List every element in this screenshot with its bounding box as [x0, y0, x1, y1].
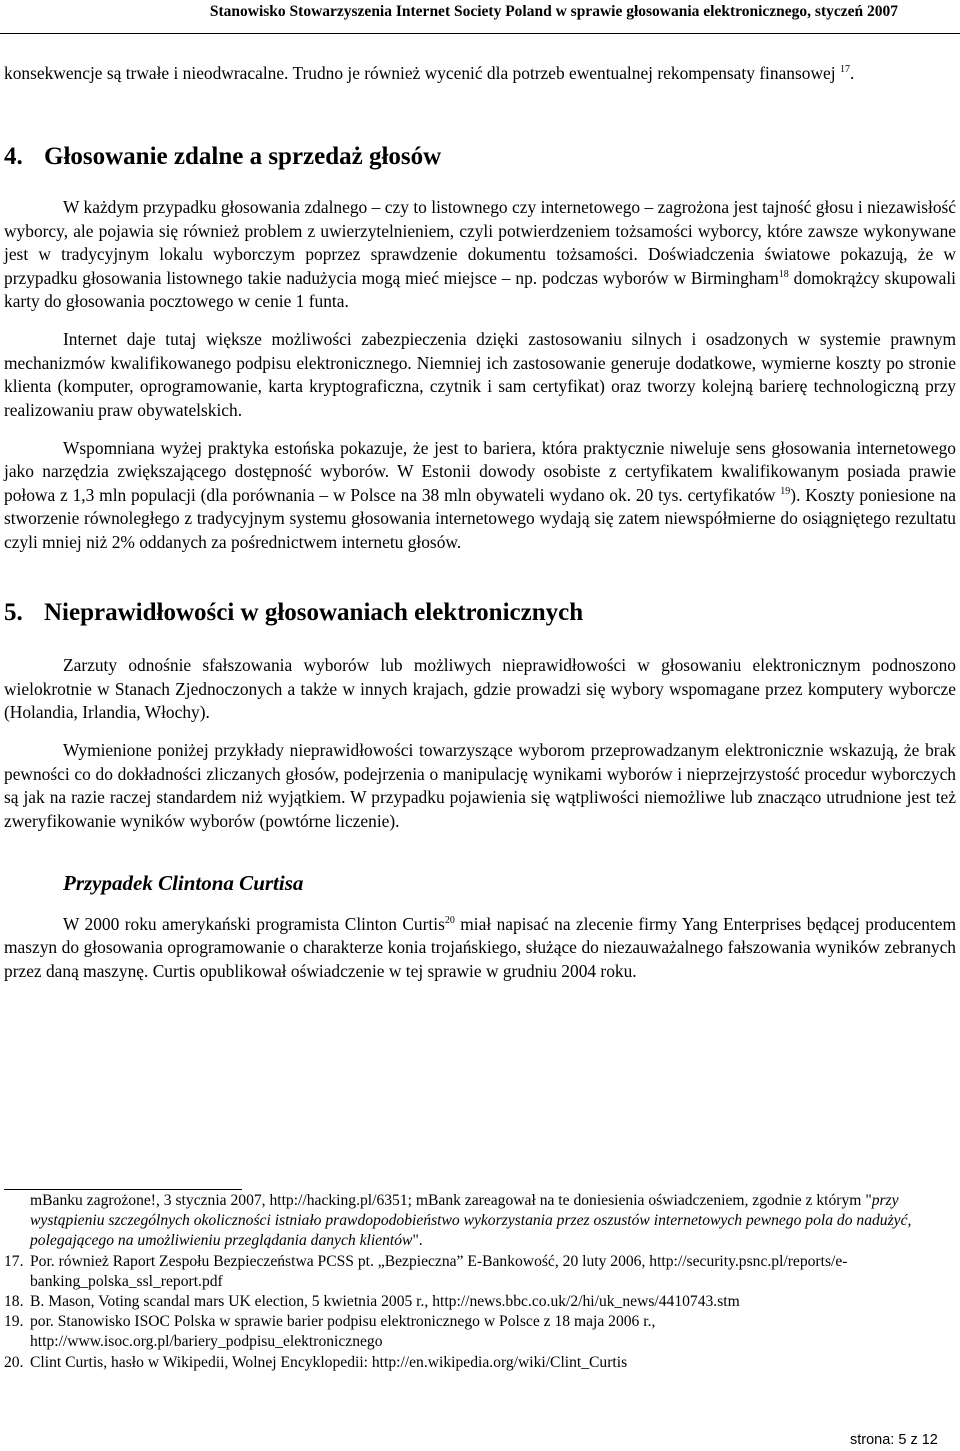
footnote-continuation: mBanku zagrożone!, 3 stycznia 2007, http://hacking.pl/6351; mBank zareagował na te doniesienia oświadczeniem, zgodnie z którym "przy wystąpieniu szczególnych okoliczności istniało prawdopodobieństwo wykorzystania przez oszustów internetowych pewnego pola do nadużyć, polegającego na umożliwieniu przeglądania danych klientów".	[30, 1192, 912, 1250]
page-header	[0, 0, 960, 34]
document-body	[4, 62, 956, 983]
section-5-paragraph-3: W 2000 roku amerykański programista Clinton Curtis$^{20}$ miał napisać na zlecenie firmy Yang Enterprises będącej producentem maszyn do głosowania oprogramowanie o charakterze konia trojańskiego, służące do niezauważalnego fałszowania wyników zebranych przez daną maszynę. Curtis opublikował oświadczenie w tej sprawie w grudniu 2004 roku.	[4, 913, 956, 981]
section-4-paragraph-1: W każdym przypadku głosowania zdalnego – czy to listownego czy internetowego – zagrożona jest tajność głosu i niezawisłość wyborcy, ale pojawia się również problem z uwierzytelnieniem, czyli potwierdzeniem tożsamości wyborcy, które zawsze wykonywane jest w tradycyjnym lokalu wyborczym poprzez sprawdzenie dokumentu tożsamości. Doświadczenia światowe pokazują, że w przypadku głosowania listownego takie nadużycia mogą mieć miejsce – np. podczas wyborów w Birmingham$^{18}$ domokrążcy skupowali karty do głosowania pocztowego w cenie 1 funta.	[4, 197, 956, 312]
footnote-ref[interactable]: 20	[444, 914, 455, 926]
document-title: Stanowisko Stowarzyszenia Internet Society Poland w sprawie głosowania elektronicznego, styczeń 2007	[209, 3, 898, 20]
footnote-ref[interactable]: 18	[778, 268, 789, 280]
footnote-18: 18. B. Mason, Voting scandal mars UK election, 5 kwietnia 2005 r., http://news.bbc.co.uk/2/hi/uk_news/4410743.stm	[4, 1293, 740, 1311]
section-5-paragraph-2: Wymienione poniżej przykłady nieprawidłowości towarzyszące wyborom przeprowadzanym elektronicznie wskazują, że brak pewności co do dokładności zliczanych głosów, podejrzenia o manipulację wynikami wyborów i nieprzejrzystość procedur wyborczych są jak na razie raczej standardem niż wyjątkiem. W przypadku pojawienia się wątpliwości niemożliwe lub znacząco utrudnione jest też zweryfikowanie wyników wyborów (powtórne liczenie).	[4, 740, 956, 831]
footnote-separator	[4, 1189, 242, 1190]
footnote-ref[interactable]: 17	[839, 64, 850, 75]
footnote-17: 17. Por. również Raport Zespołu Bezpieczeństwa PCSS pt. „Bezpieczna” E-Bankowość, 20 luty 2006, http://security.psnc.pl/reports/e-banking_polska_ssl_report.pdf	[4, 1252, 848, 1290]
page-number: strona: 5 z 12	[850, 1432, 938, 1448]
subsection-heading: Przypadek Clintona Curtisa	[63, 870, 304, 895]
header-rule	[0, 33, 960, 34]
footnote-20: 20. Clint Curtis, hasło w Wikipedii, Wolnej Encyklopedii: http://en.wikipedia.org/wiki/Clint_Curtis	[4, 1353, 628, 1371]
section-title: Nieprawidłowości w głosowaniach elektronicznych	[44, 599, 584, 627]
section-number: 4.	[4, 143, 23, 171]
section-4-paragraph-2: Internet daje tutaj większe możliwości zabezpieczenia dzięki zastosowaniu silnych i osadzonych w systemie prawnym mechanizmów kwalifikowanego podpisu elektronicznego. Niemniej ich zastosowanie generuje dodatkowe, wymierne koszty po stronie klienta (komputer, oprogramowanie, karta kryptograficzna, czytnik i sam certyfikat) oraz tworzy kolejną barierę technologiczną przy realizowaniu praw obywatelskich.	[4, 329, 956, 420]
section-5-paragraph-1: Zarzuty odnośnie sfałszowania wyborów lub możliwych nieprawidłowości w głosowaniu elektronicznym podnoszono wielokrotnie w Stanach Zjednoczonych a także w innych krajach, gdzie prowadzi się wybory wspomagane przez komputery wyborcze (Holandia, Irlandia, Włochy).	[4, 655, 956, 722]
intro-paragraph: konsekwencje są trwałe i nieodwracalne. Trudno je również wycenić dla potrzeb ewentualnej rekompensaty finansowej $^{17}$.	[4, 63, 855, 83]
section-4-heading	[4, 142, 956, 172]
section-5-heading	[4, 598, 956, 628]
footnote-19: 19. por. Stanowisko ISOC Polska w sprawie barier podpisu elektronicznego w Polsce z 18 maja 2006 r., http://www.isoc.org.pl/bariery_podpisu_elektronicznego	[4, 1313, 656, 1351]
footnote-ref[interactable]: 19	[780, 485, 791, 497]
section-4-paragraph-3: Wspomniana wyżej praktyka estońska pokazuje, że jest to bariera, która praktycznie niweluje sens głosowania internetowego jako narzędzia zwiększającego dostępność wyborów. W Estonii dowody osobiste z certyfikatem kwalifikowanym posiada prawie połowa z 1,3 mln populacji (dla porównania – w Polsce na 38 mln obywateli wydano ok. 20 tys. certyfikatów $^{19}$). Koszty poniesione na stworzenie równoległego z tradycyjnym systemu głosowania internetowego wydają się zatem niewspółmierne do osiągniętego rezultatu czyli mniej niż 2% oddanych za pośrednictwem internetu głosów.	[4, 438, 956, 552]
footnotes	[4, 1191, 956, 1373]
section-title: Głosowanie zdalne a sprzedaż głosów	[44, 143, 442, 171]
section-number: 5.	[4, 599, 23, 627]
